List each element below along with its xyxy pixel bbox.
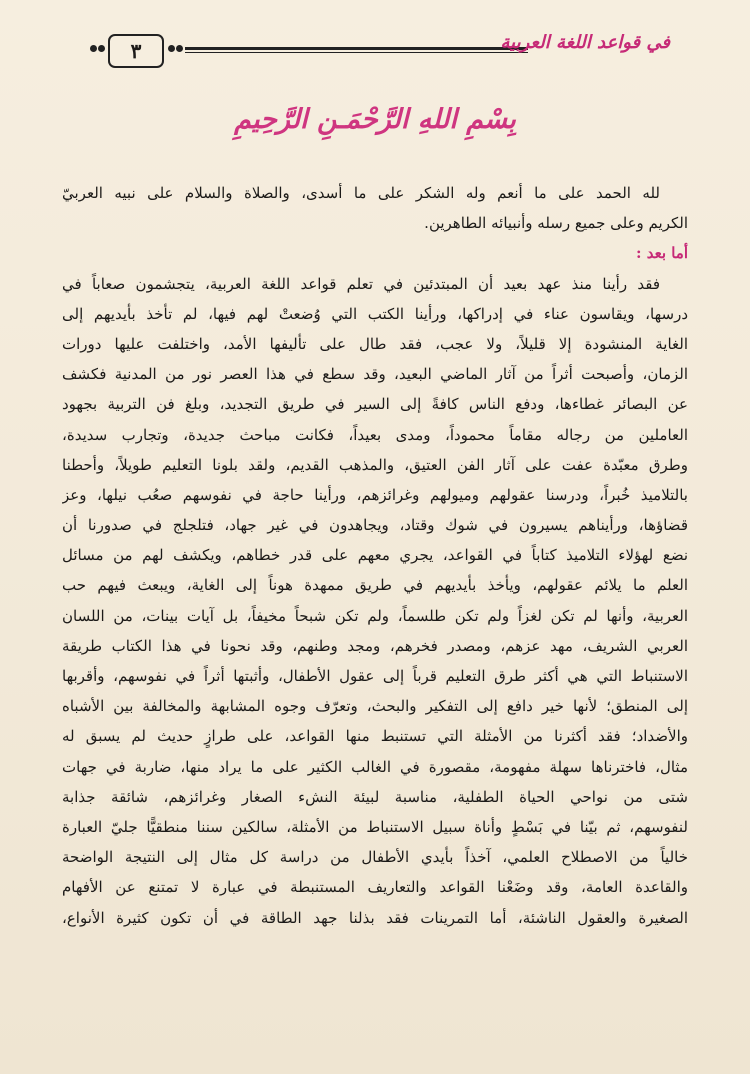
ornament-dot (176, 45, 183, 52)
paragraph-line: العربية، وأنها لم تكن لغزاً ولم تكن طلسماً، ولم تكن شبحاً مخيفاً، بل آيات بينات، من اللسان (62, 606, 688, 625)
paragraph-line: وطرق معبّدة عفت على آثار الفن العتيق، والمذهب القديم، ولقد بلونا التعليم طويلاً، وأحطنا (62, 455, 688, 474)
intro-line: الكريم وعلى جميع رسله وأنبيائه الطاهرين. (424, 214, 688, 233)
paragraph-line: نضع لهؤلاء التلاميذ كتاباً في القواعد، يجري معهم على قدر خطاهم، ويكشف لهم من مسائل (62, 546, 688, 565)
header-rule (185, 47, 528, 50)
intro-line: لله الحمد على ما أنعم وله الشكر على ما أسدى، والصلاة والسلام على نبيه العربيّ (62, 184, 660, 202)
body-text (62, 178, 688, 933)
paragraph-line: قضاؤها، ورأيناهم يسيرون في شوك وقتاد، ويجاهدون في غير جهاد، فتلجلج في صدورنا أن (62, 516, 688, 535)
basmala: بِسْمِ اللهِ الرَّحْمَـنِ الرَّحِيمِ (234, 104, 516, 135)
running-title: في قواعد اللغة العربية (500, 32, 670, 53)
paragraph-line: الصغيرة والعقول الناشئة، أما التمرينات فقد بذلنا جهد الطاقة في أن تكون كثيرة الأنواع، (62, 908, 688, 927)
paragraph-line: إلى المنطق؛ لأنها خير دافع إلى التفكير والبحث، وتعرّف وجوه المشابهة والمخالفة بين الأشباه (62, 697, 688, 716)
paragraph-line: خالياً من الاصطلاح العلمي، آخذاً بأيدي الأطفال من دراسة كل مثال إلى النتيجة الواضحة (62, 848, 688, 867)
paragraph-line: والأضداد؛ فقد أكثرنا من الأمثلة التي تستنبط منها القواعد، على طرازٍ حديث لم يسبق له (62, 727, 688, 746)
page-number: ٣ (108, 34, 164, 68)
paragraph-line: عن البصائر غطاءها، ودفع الناس كافةً إلى السير في طريق التجديد، وبلغ فن التربية بجهود (62, 395, 688, 414)
paragraph-line: مثال، فاخترناها سهلة مفهومة، مقصورة في الغالب الكثير على ما يراد منها، ضاربة في جهات (62, 757, 688, 776)
paragraph-line: لنفوسهم، ثم بيّنا في بَسْطٍ وأناة سبيل الاستنباط من الأمثلة، سالكين سننا منطقيًّا جليّ العبارة (62, 817, 688, 836)
paragraph-line: والقاعدة العامة، وقد وضَعْنا القواعد والتعاريف المستنبطة في عبارة لا تمتنع عن الأفهام (62, 878, 688, 897)
paragraph-line: العاملين من رجاله مقاماً محموداً، ومدى بعيداً، فكانت مباحث جديدة، وتجارب سديدة، (62, 425, 688, 444)
paragraph-line: الغاية المنشودة إلا قليلاً، ولا عجب، فقد طال على تأليفها الأمد، واختلفت عليها دورات (62, 334, 688, 353)
section-heading: أما بعد : (635, 244, 688, 263)
ornament-dot (90, 45, 97, 52)
paragraph-line: فقد رأينا منذ عهد بعيد أن المبتدئين في تعلم قواعد اللغة العربية، يتجشمون صعاباً في (62, 274, 660, 293)
paragraph-line: شتى من نواحي الحياة الطفلية، مناسبة لبيئة النشء الصغار وغرائزهم، شائقة جذابة (62, 787, 688, 806)
page-header (70, 30, 670, 70)
paragraph-line: العلم ما يلائم عقولهم، ويأخذ بأيديهم في طريق ممهدة هوناً إلى الغاية، ويبعث فيهم حب (62, 576, 688, 595)
paragraph-line: الزمان، وأصبحت أثراً من آثار الماضي البعيد، وقد سطع في هذا العصر نور من المدنية فكشف (62, 365, 688, 384)
paragraph-line: الاستنباط التي هي أكثر طرق التعليم قرباً إلى عقول الأطفال، وأثبتها أثراً في نفوسهم، وأقربها (62, 667, 688, 685)
paragraph-line: درسها، ويقاسون عناء في إدراكها، ورأينا الكتب التي وُضعتْ لهم فيها، لم تأخذ بأيديهم إلى (62, 304, 688, 323)
paragraph-line: بالتلاميذ خُبراً، ودرسنا عقولهم وميولهم وغرائزهم، ورأينا حاجة في نفوسهم صعُب نيلها، وعز (62, 485, 688, 504)
ornament-dot (98, 45, 105, 52)
header-rule-thin (185, 52, 528, 53)
paragraph-line: العربي الشريف، مهد عزهم، ومصدر فخرهم، ومجد وطنهم، وقد نحونا في هذا الكتاب طريقة (62, 636, 688, 655)
ornament-dot (168, 45, 175, 52)
